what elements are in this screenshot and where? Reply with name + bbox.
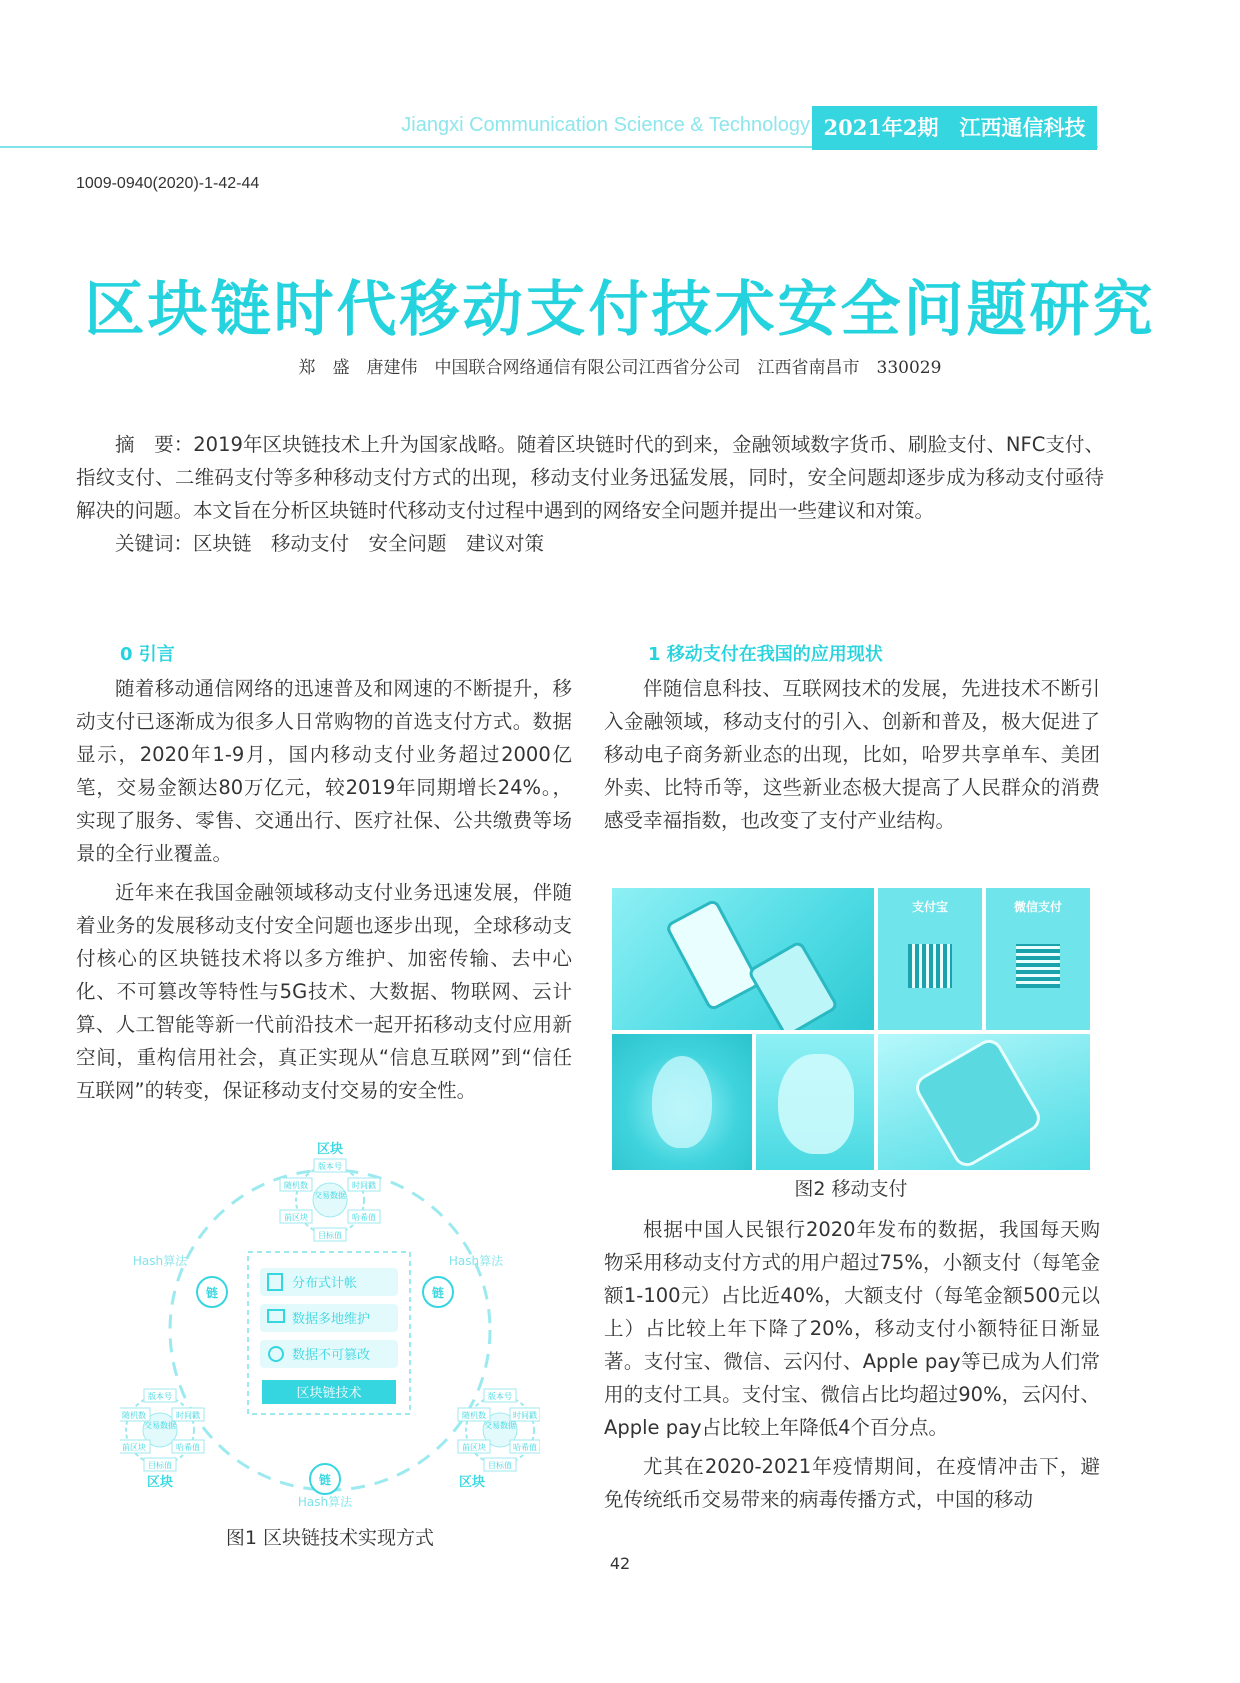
chain-badge-right	[423, 1277, 453, 1307]
block-label-top: 区块	[316, 1142, 344, 1157]
intro-paragraph-1: 随着移动通信网络的迅速普及和网速的不断提升，移动支付已逐渐成为很多人日常购物的首选支付方式。数据显示，2020年1-9月，国内移动支付业务超过2000亿笔，交易金额达80万亿元，较2019年同期增长24%。，实现了服务、零售、交通出行、医疗社保、公共缴费等场景的全行业覆盖。	[76, 677, 572, 865]
pos-terminal-photo	[878, 1034, 1090, 1170]
intro-paragraph-2: 近年来在我国金融领域移动支付业务迅速发展，伴随着业务的发展移动支付安全问题也逐步出现，全球移动支付核心的区块链技术将以多方维护、加密传输、去中心化、不可篡改等特性与5G技术、大数据、物联网、云计算、人工智能等新一代前沿技术一起开拓移动支付应用新空间，重构信用社会，真正实现从“信息互联网”到“信任互联网”的转变，保证移动支付交易的安全性。	[76, 881, 572, 1102]
face-scan-photo	[612, 1034, 752, 1170]
alipay-label: 支付宝	[911, 900, 948, 914]
center-item-3: 数据不可篡改	[292, 1348, 371, 1363]
section1-heading: 1 移动支付在我国的应用现状	[648, 644, 883, 665]
node-top-label-br: 哈希值	[352, 1213, 376, 1222]
node-left-label-right: 时间戳	[176, 1411, 200, 1420]
section1-paragraph-3: 尤其在2020-2021年疫情期间，在疫情冲击下，避免传统纸币交易带来的病毒传播方式，中国的移动	[604, 1455, 1100, 1511]
section1-paragraph-2: 根据中国人民银行2020年发布的数据，我国每天购物采用移动支付方式的用户超过75%，小额支付（每笔金额1-100元）占比近40%，大额支付（每笔金额500元以上）占比较上年下降了20%，移动支付小额特征日渐显著。支付宝、微信、云闪付、Apple pay等已成为人们常用的支付工具。支付宝、微信占比均超过90%，云闪付、Apple pay占比较上年降低4个百分点。	[604, 1218, 1100, 1439]
qr-code-icon-2	[1016, 944, 1060, 988]
left-column	[76, 640, 572, 1107]
right-column-top	[604, 640, 1100, 837]
block-node-left	[120, 1389, 204, 1471]
center-item-2: 数据多地维护	[292, 1312, 371, 1327]
phone-icon-2	[747, 940, 840, 1030]
center-item-1: 分布式计帐	[292, 1276, 358, 1291]
face-icon	[652, 1056, 712, 1148]
node-right-label-br: 哈希值	[513, 1443, 537, 1452]
node-top-label-bl: 前区块	[284, 1213, 308, 1222]
nfc-phone-photo	[612, 888, 874, 1030]
qr-code-icon	[908, 944, 952, 988]
block-label-right: 区块	[458, 1475, 486, 1490]
chain-label-bottom: 链	[318, 1473, 332, 1487]
hash-label-left: Hash算法	[132, 1254, 188, 1268]
article-code: 1009-0940(2020)-1-42-44	[76, 175, 260, 192]
node-top-label-bottom: 目标值	[318, 1231, 342, 1240]
issue-badge: 2021年2期 江西通信科技	[812, 106, 1097, 150]
node-top-label-left: 随机数	[284, 1181, 308, 1190]
hash-label-right: Hash算法	[448, 1254, 504, 1268]
chain-badge-bottom	[310, 1464, 340, 1494]
figure2-caption: 图2 移动支付	[794, 1178, 908, 1200]
center-title: 区块链技术	[296, 1386, 362, 1401]
wechat-pay-card	[986, 888, 1090, 1030]
chain-badge-left	[197, 1277, 227, 1307]
phone-icon	[664, 898, 761, 1012]
node-left-label-left: 随机数	[122, 1411, 146, 1420]
node-left-label-bottom: 目标值	[148, 1461, 172, 1470]
section1-paragraph-1: 伴随信息科技、互联网技术的发展，先进技术不断引入金融领域，移动支付的引入、创新和普及，极大促进了移动电子商务新业态的出现，比如，哈罗共享单车、美团外卖、比特币等，这些新业态极大提高了人民群众的消费感受幸福指数，也改变了支付产业结构。	[604, 677, 1100, 832]
node-left-label-br: 哈希值	[176, 1443, 200, 1452]
block-node-right	[458, 1389, 540, 1471]
chain-label-left: 链	[205, 1286, 219, 1300]
right-column-bottom	[604, 1213, 1100, 1516]
abstract: 摘 要：2019年区块链技术上升为国家战略。随着区块链时代的到来，金融领域数字货币、刷脸支付、NFC支付、指纹支付、二维码支付等多种移动支付方式的出现，移动支付业务迅猛发展，同时，安全问题却逐步成为移动支付亟待解决的问题。本文旨在分析区块链时代移动支付过程中遇到的网络安全问题并提出一些建议和对策。	[76, 433, 1104, 522]
node-left-label-bl: 前区块	[122, 1443, 146, 1452]
node-right-label-top: 版本号	[488, 1392, 512, 1401]
blockchain-diagram-svg	[120, 1140, 540, 1510]
node-left-center: 交易数据	[144, 1421, 176, 1430]
chain-label-right: 链	[431, 1286, 445, 1300]
node-top-label-top: 版本号	[318, 1162, 342, 1171]
block-label-left: 区块	[146, 1475, 174, 1490]
head-icon	[778, 1054, 854, 1154]
alipay-card	[878, 888, 982, 1030]
intro-heading: 0 引言	[120, 644, 175, 665]
node-top-center: 交易数据	[314, 1191, 346, 1200]
wechat-pay-label: 微信支付	[1013, 900, 1062, 914]
node-right-label-left: 随机数	[462, 1411, 486, 1420]
node-top-label-right: 时间戳	[352, 1181, 376, 1190]
hash-label-bottom: Hash算法	[297, 1495, 353, 1509]
block-node-top	[280, 1159, 380, 1241]
journal-english-name: Jiangxi Communication Science & Technology	[401, 114, 810, 136]
node-right-label-right: 时间戳	[513, 1411, 537, 1420]
article-title: 区块链时代移动支付技术安全问题研究	[84, 275, 1156, 345]
page-number: 42	[609, 1554, 631, 1573]
node-right-center: 交易数据	[484, 1421, 516, 1430]
figure1-diagram	[120, 1140, 540, 1510]
figure2-collage	[612, 888, 1090, 1170]
node-left-label-top: 版本号	[148, 1392, 172, 1401]
face-profile-photo	[756, 1034, 874, 1170]
node-right-label-bottom: 目标值	[488, 1461, 512, 1470]
node-right-label-bl: 前区块	[462, 1443, 486, 1452]
keywords: 关键词：区块链 移动支付 安全问题 建议对策	[115, 532, 545, 555]
pos-terminal-icon	[911, 1035, 1045, 1170]
figure1-caption: 图1 区块链技术实现方式	[225, 1527, 435, 1549]
authors-line: 郑 盛 唐建伟 中国联合网络通信有限公司江西省分公司 江西省南昌市 330029	[298, 358, 942, 378]
